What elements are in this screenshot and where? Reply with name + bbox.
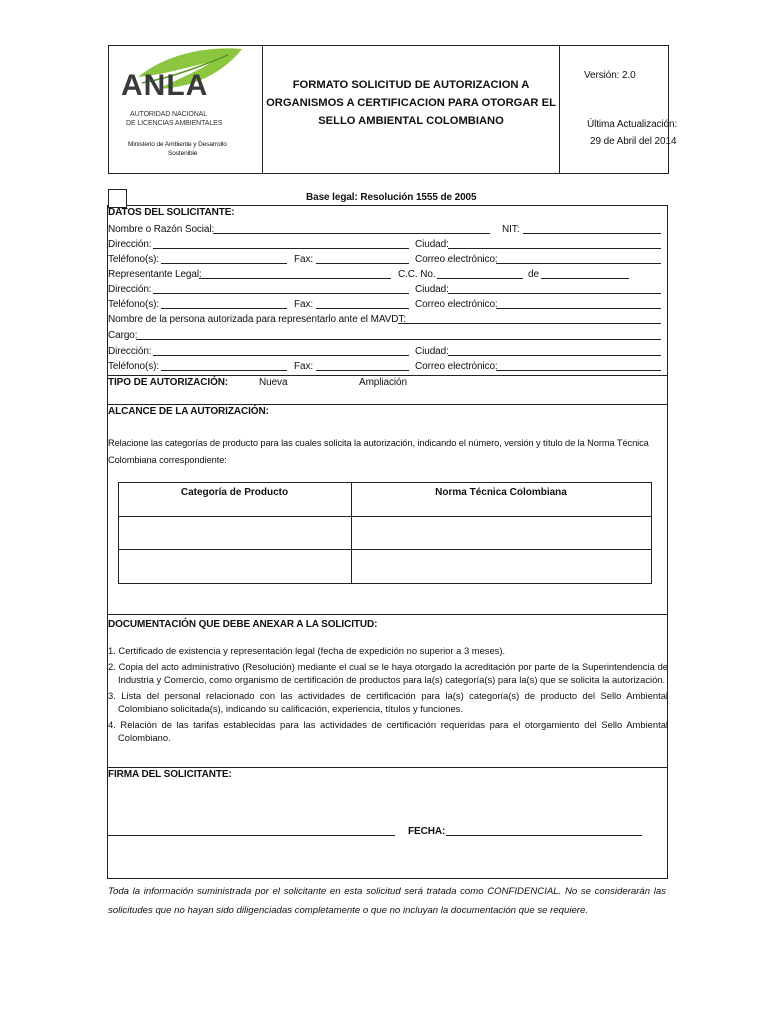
razon-social-field[interactable] (213, 233, 490, 234)
correo-2-label: Correo electrónico: (415, 299, 498, 310)
cc-label: C.C. No. (398, 269, 436, 280)
checkbox[interactable] (108, 189, 127, 208)
form-title-line-2: ORGANISMOS A CERTIFICACION PARA OTORGAR EL (266, 97, 556, 109)
logo-subtitle-1: AUTORIDAD NACIONAL (130, 111, 208, 118)
table-header-norma: Norma Técnica Colombiana (435, 487, 567, 498)
ciudad-3-field[interactable] (448, 355, 661, 356)
nit-label: NIT: (502, 224, 520, 235)
documentacion-item: 4. Relación de las tarifas establecidas para las actividades de certificación requeridas para el otorgamiento del Sello Ambiental Colombiano. (108, 718, 668, 743)
fax-label: Fax: (294, 254, 314, 265)
direccion-2-label: Dirección: (108, 284, 152, 295)
razon-social-label: Nombre o Razón Social: (108, 224, 215, 235)
persona-autorizada-label: Nombre de la persona autorizada para representarlo ante el MAVDT: (108, 314, 406, 325)
tipo-nueva-option[interactable]: Nueva (259, 377, 288, 388)
logo-text: ANLA (121, 69, 209, 102)
direccion-3-label: Dirección: (108, 346, 152, 357)
ciudad-3-label: Ciudad: (415, 346, 449, 357)
documentacion-item: 3. Lista del personal relacionado con las actividades de certificación para la(s) categoría(s) de producto del Sello Ambiental Colombiano solicitada(s), indicando su calificación, experiencia, títulos y funciones. (108, 689, 668, 714)
documentacion-divider (107, 614, 668, 615)
documentacion-item: 1. Certificado de existencia y representación legal (fecha de expedición no superior a 3 meses). (108, 645, 506, 656)
correo-2-field[interactable] (496, 308, 661, 309)
representante-label: Representante Legal: (108, 269, 202, 280)
legal-base: Base legal: Resolución 1555 de 2005 (306, 192, 477, 203)
direccion-3-field[interactable] (153, 355, 409, 356)
update-label: Última Actualización: (587, 119, 678, 130)
form-title (262, 76, 560, 130)
representante-field[interactable] (199, 278, 391, 279)
telefono-field[interactable] (161, 263, 287, 264)
tipo-ampliacion-option[interactable]: Ampliación (359, 377, 407, 388)
nit-field[interactable] (523, 233, 661, 234)
correo-3-field[interactable] (496, 370, 661, 371)
ciudad-field[interactable] (448, 248, 661, 249)
de-field[interactable] (541, 278, 629, 279)
ciudad-2-label: Ciudad: (415, 284, 449, 295)
tipo-divider (107, 375, 668, 376)
de-label: de (528, 269, 539, 280)
fecha-label: FECHA: (408, 826, 446, 837)
table-cell-categoria-1[interactable] (120, 518, 349, 548)
version-label: Versión: 2.0 (584, 70, 636, 81)
frame-bottom (107, 878, 668, 879)
fax-2-label: Fax: (294, 299, 314, 310)
update-date: 29 de Abril del 2014 (590, 136, 677, 147)
confidentiality-note: Toda la información suministrada por el solicitante en esta solicitud será tratada como CONFIDENCIAL. No se considerarán las solicitudes que no hayan sido diligenciadas completamente o que no incluyan la documentación que se requiere. (108, 886, 666, 916)
frame-right (667, 205, 668, 878)
direccion-label: Dirección: (108, 239, 152, 250)
correo-field[interactable] (496, 263, 661, 264)
logo-subtitle-2: DE LICENCIAS AMBIENTALES (126, 120, 223, 127)
firma-divider (107, 767, 668, 768)
direccion-field[interactable] (153, 248, 409, 249)
table-cell-norma-2[interactable] (353, 551, 649, 581)
cc-field[interactable] (437, 278, 523, 279)
table-row-divider-2 (118, 549, 651, 550)
table-cell-categoria-2[interactable] (120, 551, 349, 581)
telefono-2-label: Teléfono(s): (108, 299, 160, 310)
alcance-divider (107, 404, 668, 405)
telefono-label: Teléfono(s): (108, 254, 160, 265)
fax-2-field[interactable] (316, 308, 409, 309)
cargo-field[interactable] (136, 339, 661, 340)
correo-3-label: Correo electrónico: (415, 361, 498, 372)
fax-3-label: Fax: (294, 361, 314, 372)
fecha-field[interactable] (446, 835, 642, 836)
table-row-divider-1 (118, 516, 651, 517)
cargo-label: Cargo: (108, 330, 138, 341)
fax-3-field[interactable] (316, 370, 409, 371)
ciudad-2-field[interactable] (448, 293, 661, 294)
alcance-heading: ALCANCE DE LA AUTORIZACIÓN: (108, 406, 269, 417)
tipo-heading: TIPO DE AUTORIZACIÓN: (108, 377, 229, 388)
telefono-2-field[interactable] (161, 308, 287, 309)
form-title-line-3: SELLO AMBIENTAL COLOMBIANO (318, 115, 504, 127)
documentacion-list (108, 644, 668, 745)
persona-autorizada-field[interactable] (398, 323, 661, 324)
table-cell-norma-1[interactable] (353, 518, 649, 548)
telefono-3-field[interactable] (161, 370, 287, 371)
firma-field[interactable] (108, 835, 395, 836)
correo-label: Correo electrónico: (415, 254, 498, 265)
frame-top (107, 205, 668, 206)
form-title-line-1: FORMATO SOLICITUD DE AUTORIZACION A (292, 79, 530, 91)
firma-heading: FIRMA DEL SOLICITANTE: (108, 769, 232, 780)
ministry-line-1: Ministerio de Ambiente y Desarrollo (128, 141, 227, 148)
alcance-text-2: Colombiana correspondiente: (108, 455, 227, 465)
ciudad-label: Ciudad: (415, 239, 449, 250)
telefono-3-label: Teléfono(s): (108, 361, 160, 372)
table-header-categoria: Categoría de Producto (180, 487, 289, 498)
solicitante-heading: DATOS DEL SOLICITANTE: (108, 207, 235, 218)
ministry-line-2: Sostenible (168, 150, 198, 157)
direccion-2-field[interactable] (153, 293, 409, 294)
fax-field[interactable] (316, 263, 409, 264)
documentacion-heading: DOCUMENTACIÓN QUE DEBE ANEXAR A LA SOLICITUD: (108, 619, 378, 630)
documentacion-item: 2. Copia del acto administrativo (Resolución) mediante el cual se le haya otorgado la acreditación por parte de la Superintendencia de Industria y Comercio, como organismo de certificación de productos para la(s) categoría(s) para la(s) que se solicita la autorización. (108, 660, 668, 685)
alcance-text-1: Relacione las categorías de producto para las cuales solicita la autorización, indicando el número, versión y título de la Norma Técnica (108, 438, 649, 448)
